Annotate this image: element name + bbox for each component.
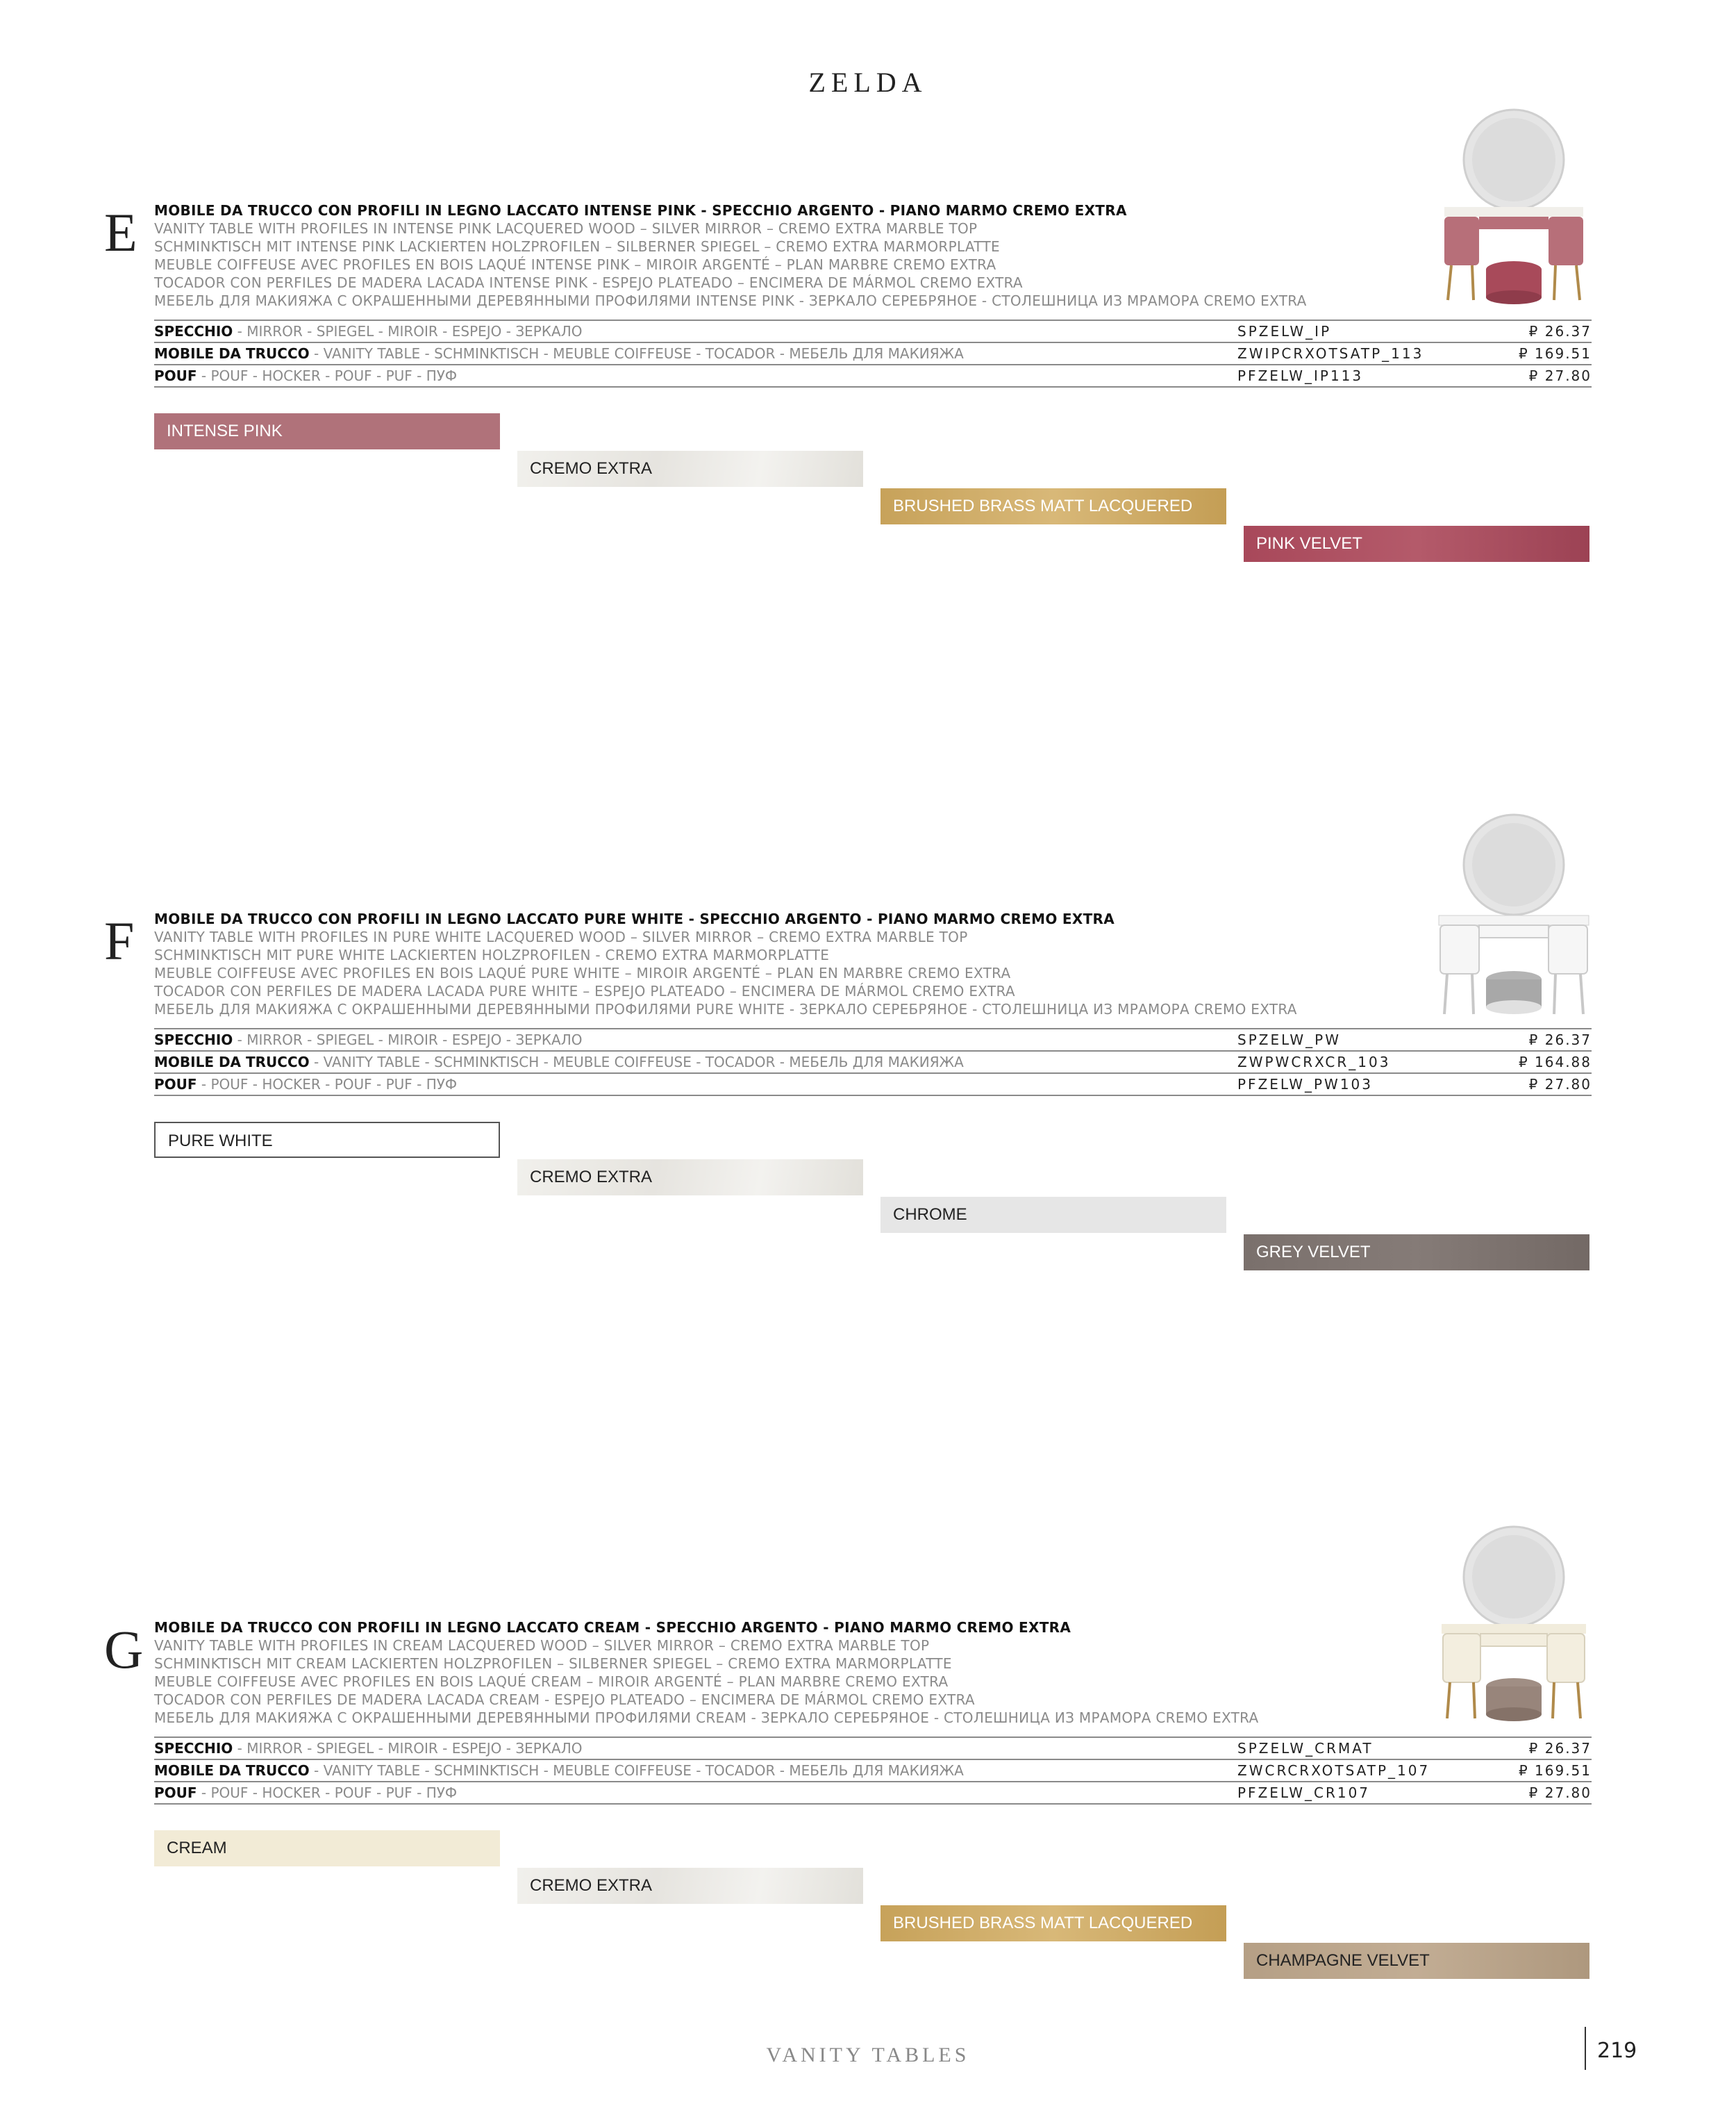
swatch-cremo-extra: CREMO EXTRA — [517, 1868, 863, 1904]
desc-spanish: TOCADOR CON PERFILES DE MADERA LACADA INTENSE PINK - ESPEJO PLATEADO – ENCIMERA DE MÁRMOL CREMO EXTRA — [154, 274, 1023, 291]
price-row-pouf — [154, 1072, 1592, 1096]
footer-title: VANITY TABLES — [766, 2044, 970, 2066]
swatch-chrome: CHROME — [880, 1197, 1226, 1233]
desc-french: MEUBLE COIFFEUSE AVEC PROFILES EN BOIS LAQUÉ CREAM – MIROIR ARGENTÉ – PLAN MARBRE CREMO EXTRA — [154, 1673, 949, 1690]
item-code: SPZELW_PW — [1237, 1031, 1342, 1048]
item-code: PFZELW_PW103 — [1237, 1076, 1373, 1093]
price-table — [154, 320, 1592, 388]
product-description — [154, 201, 1446, 310]
item-translations: - MIRROR - SPIEGEL - MIROIR - ESPEJO - ЗЕРКАЛО — [233, 323, 583, 340]
swatch-pink-velvet: PINK VELVET — [1244, 526, 1589, 562]
desc-spanish: TOCADOR CON PERFILES DE MADERA LACADA CREAM - ESPEJO PLATEADO – ENCIMERA DE MÁRMOL CREMO EXTRA — [154, 1691, 975, 1708]
swatch-cream: CREAM — [154, 1830, 500, 1866]
item-price: ₽ 164.88 — [1518, 1054, 1592, 1070]
price-row-mirror — [154, 320, 1592, 342]
section-letter: G — [104, 1619, 144, 1680]
vanity-table-image — [1430, 813, 1597, 1021]
item-code: PFZELW_CR107 — [1237, 1784, 1371, 1801]
item-price: ₽ 27.80 — [1528, 1784, 1592, 1801]
price-row-mirror — [154, 1028, 1592, 1050]
item-code: PFZELW_IP113 — [1237, 367, 1364, 384]
desc-russian: МЕБЕЛЬ ДЛЯ МАКИЯЖА С ОКРАШЕННЫМИ ДЕРЕВЯННЫМИ ПРОФИЛЯМИ PURE WHITE - ЗЕРКАЛО СЕРЕБРЯНОЕ - СТОЛЕШНИЦА ИЗ МРАМОРА CREMO EXTRA — [154, 1001, 1297, 1018]
item-code: ZWIPCRXOTSATP_113 — [1237, 345, 1424, 362]
section-letter: E — [104, 202, 137, 263]
item-name: MOBILE DA TRUCCO — [154, 1762, 310, 1779]
desc-french: MEUBLE COIFFEUSE AVEC PROFILES EN BOIS LAQUÉ PURE WHITE – MIROIR ARGENTÉ – PLAN EN MARBRE CREMO EXTRA — [154, 965, 1011, 981]
item-price: ₽ 26.37 — [1528, 1031, 1592, 1048]
item-code: SPZELW_IP — [1237, 323, 1332, 340]
item-name: MOBILE DA TRUCCO — [154, 1054, 310, 1070]
desc-german: SCHMINKTISCH MIT PURE WHITE LACKIERTEN HOLZPROFILEN - CREMO EXTRA MARMORPLATTE — [154, 947, 830, 963]
swatch-cremo-extra: CREMO EXTRA — [517, 451, 863, 487]
swatch-brushed-brass: BRUSHED BRASS MATT LACQUERED — [880, 488, 1226, 524]
desc-italian: MOBILE DA TRUCCO CON PROFILI IN LEGNO LACCATO CREAM - SPECCHIO ARGENTO - PIANO MARMO CREMO EXTRA — [154, 1619, 1071, 1636]
product-description — [154, 910, 1446, 1018]
item-price: ₽ 27.80 — [1528, 1076, 1592, 1093]
item-translations: - MIRROR - SPIEGEL - MIROIR - ESPEJO - ЗЕРКАЛО — [233, 1031, 583, 1048]
price-row-vanity — [154, 1050, 1592, 1072]
price-row-mirror — [154, 1736, 1592, 1759]
product-description — [154, 1618, 1446, 1727]
item-translations: - POUF - HOCKER - POUF - PUF - ПУФ — [197, 1784, 458, 1801]
swatch-brushed-brass: BRUSHED BRASS MATT LACQUERED — [880, 1905, 1226, 1941]
desc-italian: MOBILE DA TRUCCO CON PROFILI IN LEGNO LACCATO PURE WHITE - SPECCHIO ARGENTO - PIANO MARMO CREMO EXTRA — [154, 911, 1115, 927]
desc-russian: МЕБЕЛЬ ДЛЯ МАКИЯЖА С ОКРАШЕННЫМИ ДЕРЕВЯННЫМИ ПРОФИЛЯМИ CREAM - ЗЕРКАЛО СЕРЕБРЯНОЕ - СТОЛЕШНИЦА ИЗ МРАМОРА CREMO EXTRA — [154, 1709, 1259, 1726]
brand-title: ZELDA — [808, 67, 928, 98]
item-code: SPZELW_CRMAT — [1237, 1740, 1374, 1757]
vanity-table-image — [1430, 1521, 1597, 1730]
price-row-vanity — [154, 1759, 1592, 1781]
item-price: ₽ 27.80 — [1528, 367, 1592, 384]
price-row-vanity — [154, 342, 1592, 364]
desc-english: VANITY TABLE WITH PROFILES IN INTENSE PINK LACQUERED WOOD – SILVER MIRROR – CREMO EXTRA MARBLE TOP — [154, 220, 978, 237]
price-table — [154, 1736, 1592, 1805]
price-row-pouf — [154, 1781, 1592, 1805]
desc-english: VANITY TABLE WITH PROFILES IN CREAM LACQUERED WOOD – SILVER MIRROR – CREMO EXTRA MARBLE TOP — [154, 1637, 930, 1654]
vanity-table-image — [1430, 104, 1597, 313]
product-section-g — [0, 1618, 1736, 2105]
desc-italian: MOBILE DA TRUCCO CON PROFILI IN LEGNO LACCATO INTENSE PINK - SPECCHIO ARGENTO - PIANO MARMO CREMO EXTRA — [154, 202, 1127, 219]
desc-russian: МЕБЕЛЬ ДЛЯ МАКИЯЖА С ОКРАШЕННЫМИ ДЕРЕВЯННЫМИ ПРОФИЛЯМИ INTENSE PINK - ЗЕРКАЛО СЕРЕБРЯНОЕ - СТОЛЕШНИЦА ИЗ МРАМОРА CREMO EXTRA — [154, 292, 1307, 309]
item-name: SPECCHIO — [154, 1740, 233, 1757]
desc-german: SCHMINKTISCH MIT CREAM LACKIERTEN HOLZPROFILEN – SILBERNER SPIEGEL – CREMO EXTRA MARMORPLATTE — [154, 1655, 952, 1672]
item-name: SPECCHIO — [154, 323, 233, 340]
product-section-f — [0, 910, 1736, 1396]
item-translations: - POUF - HOCKER - POUF - PUF - ПУФ — [197, 1076, 458, 1093]
swatch-cremo-extra: CREMO EXTRA — [517, 1159, 863, 1195]
swatch-grey-velvet: GREY VELVET — [1244, 1234, 1589, 1270]
item-name: MOBILE DA TRUCCO — [154, 345, 310, 362]
price-table — [154, 1028, 1592, 1096]
section-letter: F — [104, 911, 135, 971]
item-name: POUF — [154, 1076, 197, 1093]
item-translations: - VANITY TABLE - SCHMINKTISCH - MEUBLE COIFFEUSE - TOCADOR - МЕБЕЛЬ ДЛЯ МАКИЯЖА — [309, 345, 964, 362]
item-translations: - MIRROR - SPIEGEL - MIROIR - ESPEJO - ЗЕРКАЛО — [233, 1740, 583, 1757]
desc-english: VANITY TABLE WITH PROFILES IN PURE WHITE LACQUERED WOOD – SILVER MIRROR – CREMO EXTRA MARBLE TOP — [154, 929, 968, 945]
item-translations: - VANITY TABLE - SCHMINKTISCH - MEUBLE COIFFEUSE - TOCADOR - МЕБЕЛЬ ДЛЯ МАКИЯЖА — [309, 1762, 964, 1779]
item-price: ₽ 26.37 — [1528, 323, 1592, 340]
item-translations: - POUF - HOCKER - POUF - PUF - ПУФ — [197, 367, 458, 384]
desc-german: SCHMINKTISCH MIT INTENSE PINK LACKIERTEN HOLZPROFILEN – SILBERNER SPIEGEL – CREMO EXTRA MARMORPLATTE — [154, 238, 1000, 255]
swatch-intense-pink: INTENSE PINK — [154, 413, 500, 449]
swatch-pure-white: PURE WHITE — [154, 1122, 500, 1158]
item-name: POUF — [154, 367, 197, 384]
price-row-pouf — [154, 364, 1592, 388]
item-price: ₽ 169.51 — [1518, 345, 1592, 362]
item-code: ZWCRCRXOTSATP_107 — [1237, 1762, 1430, 1779]
item-translations: - VANITY TABLE - SCHMINKTISCH - MEUBLE COIFFEUSE - TOCADOR - МЕБЕЛЬ ДЛЯ МАКИЯЖА — [309, 1054, 964, 1070]
item-price: ₽ 26.37 — [1528, 1740, 1592, 1757]
swatch-champagne-velvet: CHAMPAGNE VELVET — [1244, 1943, 1589, 1979]
desc-french: MEUBLE COIFFEUSE AVEC PROFILES EN BOIS LAQUÉ INTENSE PINK – MIROIR ARGENTÉ – PLAN MARBRE CREMO EXTRA — [154, 256, 996, 273]
item-code: ZWPWCRXCR_103 — [1237, 1054, 1391, 1070]
item-price: ₽ 169.51 — [1518, 1762, 1592, 1779]
page-number: 219 — [1597, 2039, 1637, 2063]
product-section-e — [0, 201, 1736, 688]
item-name: SPECCHIO — [154, 1031, 233, 1048]
page-number-divider — [1585, 2027, 1586, 2070]
desc-spanish: TOCADOR CON PERFILES DE MADERA LACADA PURE WHITE – ESPEJO PLATEADO – ENCIMERA DE MÁRMOL CREMO EXTRA — [154, 983, 1015, 1000]
item-name: POUF — [154, 1784, 197, 1801]
